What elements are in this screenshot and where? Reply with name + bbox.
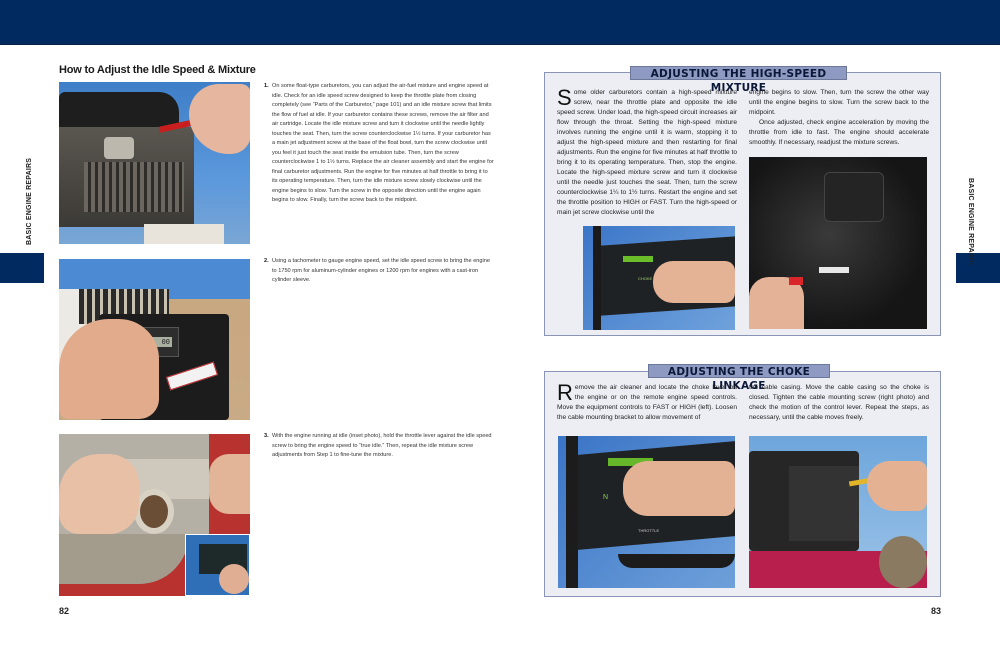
throttle-control-photo: [583, 226, 735, 330]
step-2: [264, 257, 494, 286]
step-text: Using a tachometer to gauge engine speed, set the idle speed screw to bring the engine to 1750 rpm for aluminum-cylinder engines or 1200 rpm for engines with a cast-iron cylinder sleeve.: [272, 258, 490, 283]
page-title: How to Adjust the Idle Speed & Mixture: [59, 64, 256, 76]
cable-screw-photo: [749, 436, 927, 588]
choke-control-photo: [558, 436, 735, 588]
paragraph: engine begins to slow. Then, turn the screw the other way until the engine begins to slow. Turn the screw back to the midpoint.: [749, 89, 929, 116]
tachometer-display: 00: [146, 337, 172, 347]
top-color-band: [0, 0, 1000, 45]
choke-linkage-heading: ADJUSTING THE CHOKE LINKAGE: [648, 364, 830, 378]
step-number: 3.: [264, 433, 269, 439]
n-label: N: [603, 494, 609, 501]
paragraph: emove the air cleaner and locate the choke lever on the engine or on the remote engine speed controls. Move the equipment controls to FAST or HIGH (left). Loosen the cable mounting bracket to allow movement of: [557, 384, 737, 421]
right-section-label: BASIC ENGINE REPAIRS: [967, 178, 974, 266]
paragraph: ome older carburetors contain a high-speed mixture screw, near the throttle plate and opposite the idle speed screw. Under load, the high-speed circuit increases air flow through the throat. Setting the high-speed mixture involves running the engine until it is warm, stopping it to adjust the high-speed mixture and then restarting for final adjustments. Run the engine for five minutes at half throttle to bring it to its operating temperature. Then, stop the engine. Locate the high-speed mixture screw and turn it clockwise until the needle just touches the seat. Then, turn the screw counterclockwise 1¼ to 1½ turns. Restart the engine and set the throttle position to HIGH or FAST. Turn the high-speed or main jet screw clockwise until the: [557, 89, 737, 216]
text-column-1: [557, 380, 737, 423]
step-number: 2.: [264, 258, 269, 264]
step-1-photo: [59, 82, 250, 244]
paragraph: Once adjusted, check engine acceleration by moving the throttle from idle to fast. The engine should accelerate smoothly. If necessary, readjust the mixture screws.: [749, 119, 929, 146]
page-number-right: 83: [931, 606, 942, 616]
step-text: With the engine running at idle (inset photo), hold the throttle lever against the idle speed screw to bring the engine speed to “true idle.” Then, repeat the idle mixture screw adjustments from Step 1 to fine-tune the mixture.: [272, 433, 492, 458]
step-3-photo: [59, 434, 250, 596]
high-speed-mixture-heading: ADJUSTING THE HIGH-SPEED MIXTURE: [630, 66, 847, 80]
step-1: [264, 82, 494, 206]
step-3: [264, 432, 494, 461]
left-thumb-tab: [0, 253, 44, 283]
step-text: On some float-type carburetors, you can adjust the air-fuel mixture and engine speed at idle. Check for an idle speed screw designed to keep the throttle plate from closing completely (see “Parts of the Carburetor,” page 101) and an idle mixture screw that limits the flow of fuel at idle. If your carburetor contains these screws, remove the air filter and air cartridge. Locate the idle mixture screw and turn it clockwise until the needle lightly touches the seat. Then, turn the screw counterclockwise 1½ turns. If your carburetor has a main jet adjustment screw at the base of the float bowl, turn the screw clockwise until you feel it just touch the seat inside the emulsion tube. Then, turn the screw counterclockwise 1 to 1½ turns. Replace the air cleaner assembly and start the engine for final carburetor adjustments. Run the engine for five minutes at half throttle to bring it to its operating temperature. Then, turn the idle mixture screw slowly clockwise until the engine begins to slow. Turn the screw in the opposite direction until the engine again begins to slow. Finally, turn the screw back to the midpoint.: [272, 83, 494, 203]
text-column-1: [557, 85, 737, 218]
engine-screwdriver-photo: [749, 157, 927, 329]
drop-cap: S: [557, 85, 572, 110]
right-thumb-tab: [956, 253, 1000, 283]
text-column-2: [749, 383, 929, 423]
step-number: 1.: [264, 83, 269, 89]
throttle-label: THROTTLE: [638, 528, 660, 533]
left-section-label: BASIC ENGINE REPAIRS: [26, 157, 33, 245]
drop-cap: R: [557, 380, 573, 405]
paragraph: the cable casing. Move the cable casing so the choke is closed. Tighten the cable mounting screw (right photo) and check the motion of the control lever. Repeat the steps, as necessary, until the cable moves freely.: [749, 384, 929, 421]
page-number-left: 82: [59, 606, 70, 616]
choke-label: CHOKE: [638, 276, 653, 281]
choke-linkage-text: [557, 380, 929, 423]
step-2-photo: [59, 259, 250, 420]
